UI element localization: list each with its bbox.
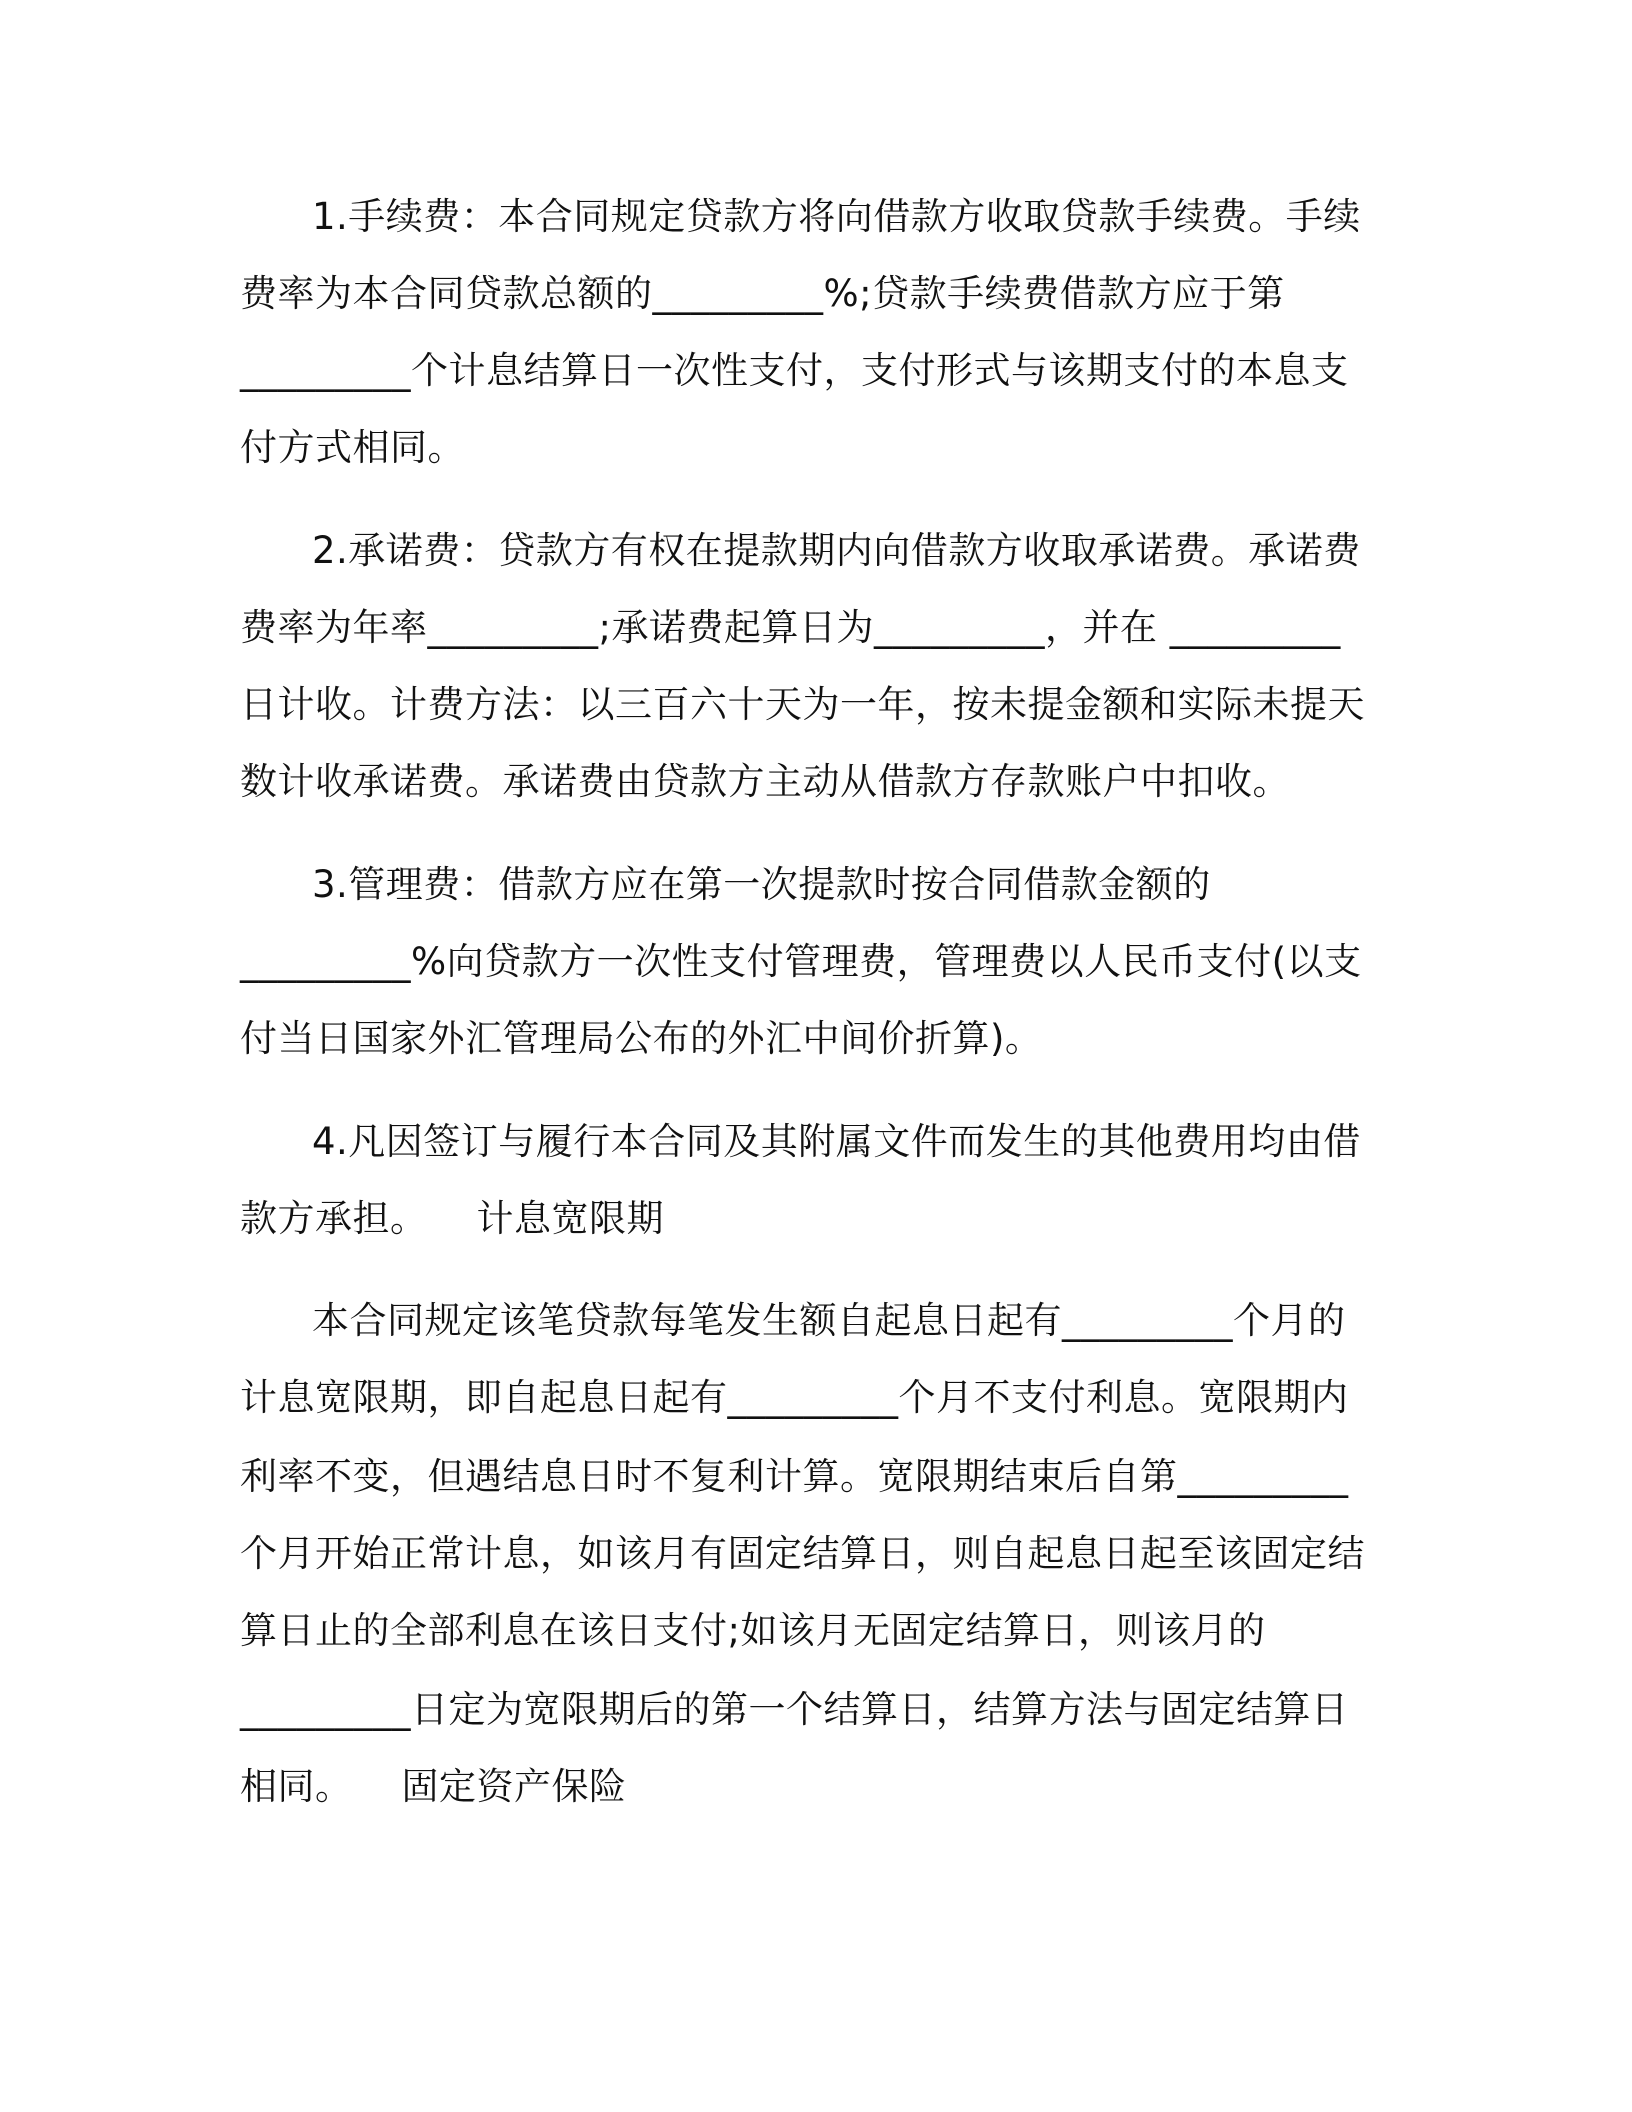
text-line: 款方承担。 计息宽限期 <box>240 1197 665 1240</box>
text-line: _________日定为宽限期后的第一个结算日，结算方法与固定结算日 <box>240 1688 1349 1731</box>
text-line: 4.凡因签订与履行本合同及其附属文件而发生的其他费用均由借 <box>312 1120 1361 1163</box>
text-line: 个月开始正常计息，如该月有固定结算日，则自起息日起至该固定结 <box>240 1532 1365 1575</box>
text-line: 付当日国家外汇管理局公布的外汇中间价折算)。 <box>240 1017 1043 1060</box>
text-line: 利率不变，但遇结息日时不复利计算。宽限期结束后自第_________ <box>240 1455 1349 1498</box>
text-line: 1.手续费：本合同规定贷款方将向借款方收取贷款手续费。手续 <box>312 195 1361 238</box>
text-line: 费率为本合同贷款总额的_________%;贷款手续费借款方应于第 <box>240 272 1285 315</box>
text-line: 2.承诺费：贷款方有权在提款期内向借款方收取承诺费。承诺费 <box>312 529 1361 572</box>
text-line: _________个计息结算日一次性支付，支付形式与该期支付的本息支 <box>240 349 1349 392</box>
text-line: 数计收承诺费。承诺费由贷款方主动从借款方存款账户中扣收。 <box>240 760 1290 803</box>
text-line: 相同。 固定资产保险 <box>240 1765 627 1808</box>
text-line: 3.管理费：借款方应在第一次提款时按合同借款金额的 <box>312 863 1211 906</box>
text-line: 费率为年率_________;承诺费起算日为_________，并在 _________ <box>240 606 1341 649</box>
text-line: 日计收。计费方法：以三百六十天为一年，按未提金额和实际未提天 <box>240 683 1365 726</box>
text-line: 算日止的全部利息在该日支付;如该月无固定结算日，则该月的 <box>240 1609 1266 1652</box>
text-line: 本合同规定该笔贷款每笔发生额自起息日起有_________个月的 <box>312 1299 1346 1342</box>
text-line: 计息宽限期，即自起息日起有_________个月不支付利息。宽限期内 <box>240 1376 1349 1419</box>
text-line: 付方式相同。 <box>240 426 465 469</box>
text-line: _________%向贷款方一次性支付管理费，管理费以人民币支付(以支 <box>240 940 1362 983</box>
